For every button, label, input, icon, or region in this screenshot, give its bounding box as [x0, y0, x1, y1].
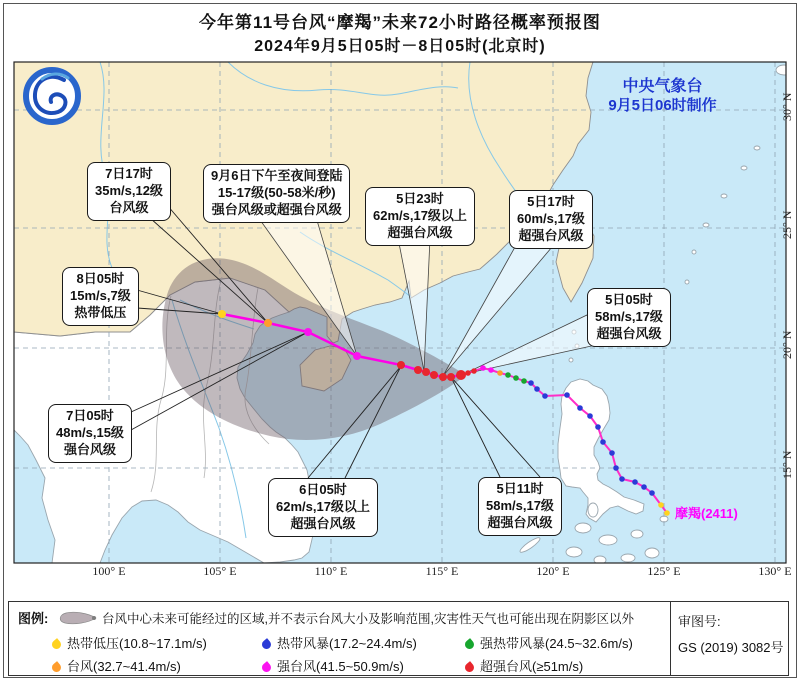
longitude-label: 115° E: [425, 564, 459, 578]
callout-line: 58m/s,17级: [486, 497, 554, 513]
forecast-callout: [87, 162, 171, 221]
track-point-history: [632, 479, 638, 485]
latitude-label: 20° N: [780, 330, 794, 359]
track-point-history: [619, 476, 625, 482]
figure-title: 今年第11号台风“摩羯”未来72小时路径概率预报图: [199, 13, 601, 32]
forecast-callout: [478, 477, 562, 536]
forecast-callout: [268, 478, 378, 537]
callout-line: 超强台风级: [487, 514, 553, 530]
legend-item-label: 热带低压(10.8~17.1m/s): [67, 636, 207, 651]
callout-line: 8日05时: [76, 271, 125, 286]
legend-item-label: 强热带风暴(24.5~32.6m/s): [480, 636, 633, 651]
callout-line: 7日17时: [105, 166, 153, 181]
track-point-history: [600, 439, 606, 445]
legend-item: [262, 633, 417, 652]
track-point-forecast: [447, 373, 455, 381]
track-point-history: [564, 392, 570, 398]
track-point-history: [664, 510, 670, 516]
callout-line: 5日11时: [496, 481, 544, 496]
agency-issue-time: 9月5日06时制作: [608, 97, 717, 114]
legend-item: [465, 656, 583, 675]
longitude-label: 130° E: [758, 564, 792, 578]
forecast-callout: [509, 190, 593, 249]
cone-legend-icon: [56, 610, 98, 631]
typhoon-intensity-icon: [463, 638, 476, 651]
track-point-history: [609, 450, 615, 456]
longitude-label: 120° E: [536, 564, 570, 578]
legend-item-label: 热带风暴(17.2~24.4m/s): [277, 636, 417, 651]
callout-line: 15m/s,7级: [70, 287, 131, 303]
forecast-callout: [62, 267, 139, 326]
callout-line: 5日05时: [605, 292, 653, 307]
longitude-label: 100° E: [92, 564, 126, 578]
callout-line: 5日23时: [396, 191, 444, 206]
callout-line: 热带低压: [74, 304, 127, 320]
track-point-history: [613, 465, 619, 471]
callout-line: 60m/s,17级: [517, 210, 585, 226]
latitude-label: 30° N: [780, 92, 794, 121]
callout-line: 5日17时: [527, 194, 575, 209]
track-point-history: [649, 490, 655, 496]
typhoon-intensity-icon: [50, 661, 63, 674]
track-point-history: [534, 386, 540, 392]
callout-line: 9月6日下午至夜间登陆: [211, 168, 343, 183]
callout-line: 超强台风级: [596, 325, 662, 341]
track-point-history: [542, 393, 548, 399]
agency-credit: [565, 77, 760, 116]
track-point-history: [577, 405, 583, 411]
forecast-callout: [587, 288, 671, 347]
cma-logo: [26, 70, 78, 122]
legend-item-label: 强台风(41.5~50.9m/s): [277, 659, 404, 674]
callout-line: 15-17级(50-58米/秒): [217, 184, 336, 200]
callout-line: 强台风级: [63, 441, 116, 457]
track-point-forecast: [264, 319, 272, 327]
approval-value: GS (2019) 3082号: [678, 640, 784, 655]
storm-name-label: 摩羯(2411): [675, 506, 738, 521]
track-point-forecast: [439, 373, 447, 381]
typhoon-intensity-icon: [260, 638, 273, 651]
track-point-history: [488, 367, 494, 373]
map-approval-number: [678, 609, 784, 661]
track-point-history: [505, 372, 511, 378]
track-point-history: [587, 413, 593, 419]
track-point-history: [513, 375, 519, 381]
typhoon-intensity-icon: [463, 661, 476, 674]
track-point-forecast: [304, 328, 312, 336]
longitude-label: 125° E: [647, 564, 681, 578]
callout-line: 35m/s,12级: [95, 182, 163, 198]
longitude-label: 110° E: [314, 564, 348, 578]
track-point-history: [595, 424, 601, 430]
forecast-callout: [365, 187, 475, 246]
callout-line: 6日05时: [299, 482, 347, 497]
callout-line: 48m/s,15级: [56, 424, 124, 440]
track-point-history: [480, 365, 486, 371]
track-point-history: [521, 378, 527, 384]
track-point-history: [471, 368, 477, 374]
callout-line: 62m/s,17级以上: [373, 207, 467, 223]
legend-divider: [670, 601, 671, 675]
track-point-history: [658, 502, 664, 508]
track-point-forecast: [353, 352, 361, 360]
track-point-forecast: [422, 368, 430, 376]
legend-item: [52, 633, 207, 652]
track-point-forecast: [218, 310, 226, 318]
typhoon-intensity-icon: [50, 638, 63, 651]
approval-label: 审图号:: [678, 614, 721, 629]
legend-item-label: 台风(32.7~41.4m/s): [67, 659, 181, 674]
track-point-forecast: [430, 371, 438, 379]
longitude-label: 105° E: [203, 564, 237, 578]
track-point-history: [465, 370, 471, 376]
track-point-history: [641, 484, 647, 490]
figure-subtitle: 2024年9月5日05时－8日05时(北京时): [254, 38, 546, 55]
track-point-history: [528, 380, 534, 386]
track-point-current: [456, 370, 466, 380]
track-point-forecast: [397, 361, 405, 369]
legend-item-label: 超强台风(≥51m/s): [480, 659, 584, 674]
legend-item: [465, 633, 633, 652]
callout-line: 7日05时: [66, 408, 114, 423]
typhoon-intensity-icon: [260, 661, 273, 674]
callout-line: 62m/s,17级以上: [276, 498, 370, 514]
callout-line: 超强台风级: [518, 227, 584, 243]
latitude-label: 15° N: [780, 450, 794, 479]
legend-title: 图例:: [18, 611, 49, 626]
callout-line: 台风级: [109, 199, 149, 215]
latitude-label: 25° N: [780, 210, 794, 239]
cone-legend-text: 台风中心未来可能经过的区域,并不表示台风大小及影响范围,灾害性天气也可能出现在阴影区以外: [102, 612, 634, 626]
callout-line: 超强台风级: [387, 224, 453, 240]
callout-line: 超强台风级: [290, 515, 356, 531]
callout-line: 强台风级或超强台风级: [211, 201, 342, 217]
agency-name: 中央气象台: [622, 78, 703, 95]
track-point-history: [497, 370, 503, 376]
forecast-callout: [203, 164, 350, 223]
legend-item: [262, 656, 404, 675]
legend-item: [52, 656, 181, 675]
callout-line: 58m/s,17级: [595, 308, 663, 324]
forecast-callout: [48, 404, 132, 463]
track-point-forecast: [414, 366, 422, 374]
